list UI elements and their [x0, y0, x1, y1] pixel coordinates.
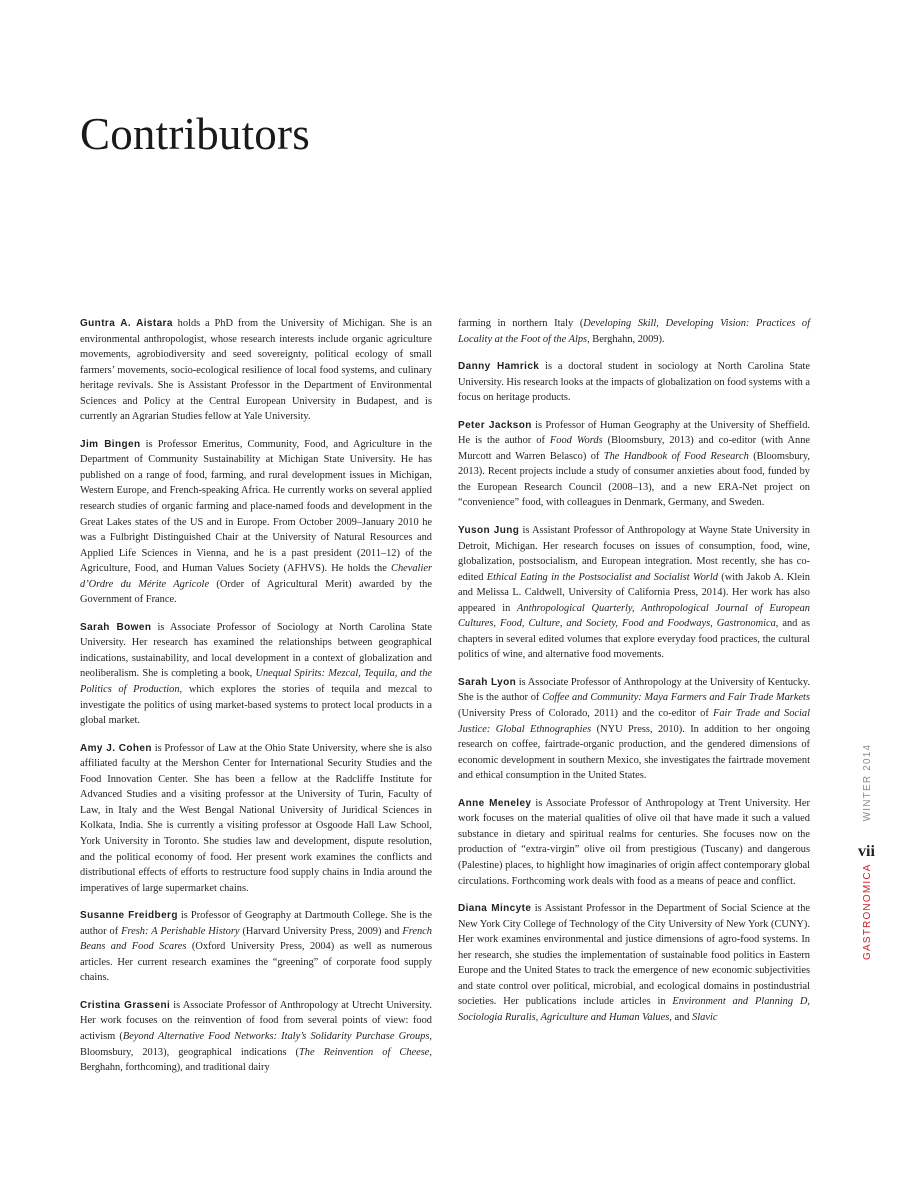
bio-text: is Assistant Professor of Anthropology at Wayne State University in Detroit, Michigan. Her research focuses on issues of consumption, food, wine, globalization, postsocialism, and European integration. Most recently, she has co-edited [458, 525, 810, 583]
bio-text: is Associate Professor of Anthropology at the University of Kentucky. She is the author of [458, 676, 810, 704]
bio-text: , and as chapters in several edited volumes that explore everyday food practices, the cultural politics of wine, and alternative food movements. [458, 618, 810, 661]
contributor-name: Yuson Jung [458, 525, 520, 537]
contributor-name: Danny Hamrick [458, 361, 540, 373]
bio-text: (NYU Press, 2010). In addition to her ongoing research on coffee, fairtrade-organic production, and the gendered dimensions of economic development in southern Mexico, she investigates the fairtrade movement and ethical consumption in the United States. [458, 723, 810, 782]
work-title: Anthropological Quarterly, Anthropological Journal of European Cultures, Food, Culture, and Society, Food and Foodways, Gastronomica [458, 602, 810, 630]
contributor-name: Guntra A. Aistara [80, 318, 173, 329]
contributor-entry [80, 620, 432, 729]
work-title: Environment and Planning D, Sociologia Ruralis, Agriculture and Human Values [458, 996, 810, 1023]
contributor-entry [458, 796, 810, 889]
bio-text: is Professor of Law at the Ohio State University, where she is also affiliated faculty at the Mershon Center for International Security Studies and the Food Innovation Center. She has been a fellow at the Radcliffe Institute for Advanced Studies and a visiting professor at the University of Turin, Faculty of Law, in Italy and the West Bengal National University of Juridical Sciences in Kolkata, India. She is currently a visiting professor at Osgoode Hall Law School, York University in Toronto. She studies law and development, dispute resolution, and the political economy of food. Her present work examines the conflicts and distributional effects of efforts to restructure food supply chains in India around the imperatives of large supermarket chains. [80, 742, 432, 894]
contributor-name: Diana Mincyte [458, 903, 532, 915]
contributor-entry [458, 901, 810, 1025]
contributor-entry [458, 418, 810, 511]
bio-text: (with Jakob A. Klein and Melissa L. Caldwell, University of California Press, 2014). Her work has also appeared in [458, 571, 810, 614]
page-title: Contributors [80, 109, 310, 159]
contributor-entry [80, 316, 432, 425]
contributor-name: Sarah Bowen [80, 621, 152, 633]
bio-text: is a doctoral student in sociology at North Carolina State University. His research looks at the impacts of globalization on food systems with a focus on heritage products. [458, 361, 810, 404]
bio-text: (Order of Agricultural Merit) awarded by the Government of France. [80, 578, 432, 606]
work-title: Developing Skill, Developing Vision: Practices of Locality at the Foot of the Alps [458, 318, 810, 345]
work-title: Fair Trade and Social Justice: Global Ethnographies [458, 708, 811, 735]
work-title: Ethical Eating in the Postsocialist and Socialist World [486, 571, 718, 583]
contributor-entry [458, 359, 810, 406]
work-title: Fresh: A Perishable History [121, 925, 240, 937]
contributor-name: Sarah Lyon [458, 676, 517, 688]
bio-text: holds a PhD from the University of Michigan. She is an environmental anthropologist, whose research interests include organic agriculture movements, agrobiodiversity and seed sovereignty, political ecology of small farmers’ movements, socio-ecological resilience of local food systems, and culinary heritage revivals. She is Assistant Professor in the Department of Environmental Sciences and Policy at the Central European University in Budapest, and is currently an Agrarian Studies fellow at Yale University. [80, 318, 432, 423]
contributor-name: Cristina Grasseni [80, 999, 171, 1011]
bio-text: (Bloomsbury, 2013). Recent projects include a study of consumer anxieties about food, funded by the European Research Council (2008–13), and a new ERA-Net project on “convenience” food, with colleagues in Denmark, Germany, and Sweden. [458, 450, 810, 509]
journal-name: GASTRONOMICA [862, 863, 873, 960]
bio-text: farming in northern Italy ( [458, 318, 584, 329]
left-column [80, 316, 432, 1088]
right-column [458, 316, 810, 1037]
contributor-name: Amy J. Cohen [80, 742, 152, 754]
contributor-entry [458, 675, 810, 784]
page-number: vii [858, 843, 875, 860]
work-title: Slavic [692, 1011, 718, 1023]
bio-text: , Berghahn, 2009). [587, 333, 665, 345]
contributor-name: Peter Jackson [458, 419, 532, 431]
bio-text: is Professor Emeritus, Community, Food, and Agriculture in the Department of Community Sustainability at Michigan State University. He has published on a range of food, farming, and rural development issues in Michigan, Western Europe, and French-speaking Africa. He currently works on several applied research studies of organic farming and place-named foods and development in the Great Lakes states of the US and in Europe. From October 2009–January 2010 he was a Fulbright Distinguished Chair at the University of Natural Resources and Applied Life Sciences in Vienna, and he is a past president (2011–12) of the Agriculture, Food, and Human Values Society (AFHVS). He holds the [80, 438, 432, 575]
bio-text: (Harvard University Press, 2009) and [239, 925, 403, 937]
contributor-entry [80, 998, 432, 1076]
bio-text: is Associate Professor of Anthropology at Utrecht University. Her work focuses on the reinvention of food from several points of view: food activism ( [80, 999, 433, 1042]
contributor-entry [80, 741, 432, 896]
issue-season: WINTER 2014 [862, 743, 873, 822]
work-title: French Beans and Food Scares [80, 925, 432, 953]
contributor-entry [458, 523, 810, 663]
bio-text: , Berghahn, forthcoming), and traditional dairy [80, 1046, 433, 1074]
work-title: The Handbook of Food Research [603, 450, 749, 462]
work-title: Coffee and Community: Maya Farmers and Fair Trade Markets [542, 692, 810, 704]
work-title: Beyond Alternative Food Networks: Italy’s Solidarity Purchase Groups [122, 1030, 430, 1042]
contributor-name: Anne Meneley [458, 797, 532, 809]
bio-text: is Assistant Professor in the Department of Social Science at the New York City College of Technology of the City University of New York (CUNY). Her work examines environmental and justice dimensions of agro-food systems. In her research, she studies the implementation of sustainable food politics in Eastern Europe and the United States to track the emergence of new economic subjectivities and state control over political, microbial, and ecological domains in postindustrial societies. Her publications include articles in [458, 903, 810, 1008]
work-title: Food Words [549, 435, 603, 447]
bio-text: is Associate Professor of Anthropology at Trent University. Her work focuses on the material qualities of olive oil that have made it such a valued substance in dietary and spiritual realms for centuries. She focuses now on the production of “extra-virgin” olive oil from prestigious (Tuscany) and dangerous (Palestine) places, to highlight how imaginaries of origin affect contemporary global circulations. Forthcoming work deals with food as a means of peace and conflict. [458, 797, 811, 887]
bio-text: is Professor of Geography at Dartmouth College. She is the author of [80, 910, 432, 937]
bio-text: , Bloomsbury, 2013), geographical indications ( [80, 1030, 432, 1058]
bio-text: is Associate Professor of Sociology at North Carolina State University. Her research has examined the relationships between geographical indications, sustainability, and local development in a context of globalization and neoliberalism. She is completing a book, [80, 621, 432, 680]
contributor-name: Jim Bingen [80, 438, 141, 450]
bio-text: , and [669, 1011, 693, 1023]
contributor-entry [80, 437, 432, 608]
contributor-entry [80, 908, 432, 986]
bio-text: (Oxford University Press, 2004) as well as numerous articles. Her current research examines the “greening” of corporate food supply chains. [80, 941, 432, 984]
bio-text: (Bloomsbury, 2013) and co-editor (with Anne Murcott and Warren Belasco) of [458, 435, 811, 462]
contributor-name: Susanne Freidberg [80, 910, 178, 922]
bio-text: (University Press of Colorado, 2011) and the co-editor of [458, 708, 714, 720]
work-title: Chevalier d’Ordre du Mérite Agricole [80, 563, 432, 590]
work-title: Unequal Spirits: Mezcal, Tequila, and the Politics of Production [80, 668, 432, 696]
contributor-entry [458, 316, 810, 347]
bio-text: is Professor of Human Geography at the University of Sheffield. He is the author of [458, 419, 810, 447]
work-title: The Reinvention of Cheese [299, 1046, 430, 1058]
bio-text: , which explores the stories of tequila and mezcal to investigate the politics of using market-based systems to protect local products in a global market. [80, 684, 433, 727]
